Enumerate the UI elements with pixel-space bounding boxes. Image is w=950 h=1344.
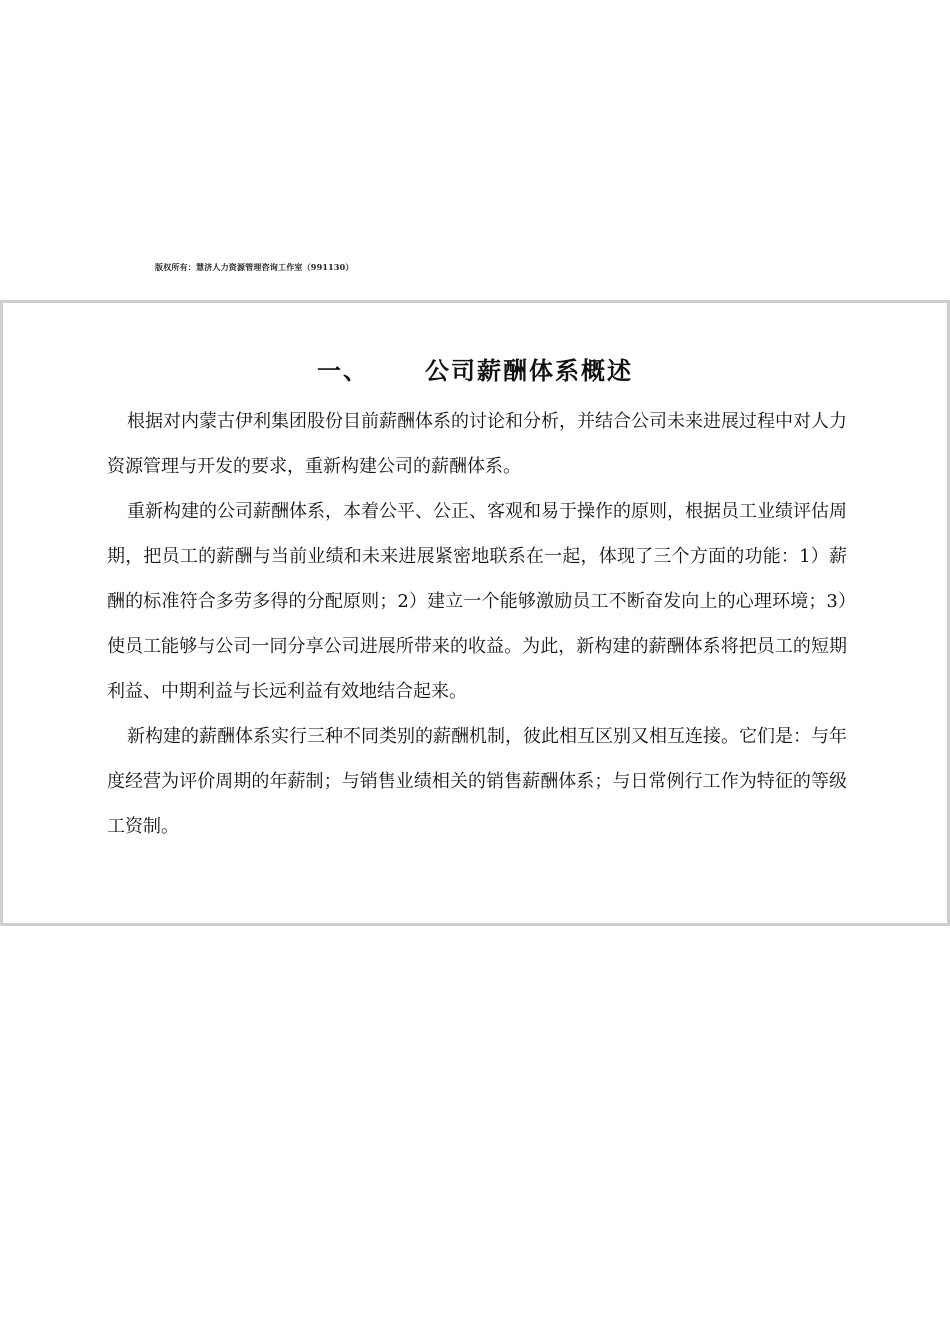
- paragraph-2: 重新构建的公司薪酬体系，本着公平、公正、客观和易于操作的原则，根据员工业绩评估周期，把员工的薪酬与当前业绩和未来进展紧密地联系在一起，体现了三个方面的功能：1）薪酬的标准符合多劳多得的分配原则；2）建立一个能够激励员工不断奋发向上的心理环境；3）使员工能够与公司一同分享公司进展所带来的收益。为此，新构建的薪酬体系将把员工的短期利益、中期利益与长远利益有效地结合起来。: [107, 501, 847, 702]
- section-number: 一、: [317, 357, 369, 385]
- paragraph-3: 新构建的薪酬体系实行三种不同类别的薪酬机制，彼此相互区别又相互连接。它们是：与年度经营为评价周期的年薪制；与销售业绩相关的销售薪酬体系；与日常例行工作为特征的等级工资制。: [107, 726, 847, 837]
- section-title: [3, 351, 947, 386]
- copyright-note: 版权所有：慧济人力资源管理咨询工作室（991130）: [155, 262, 354, 272]
- body-text: [107, 399, 847, 849]
- section-title-text: 公司薪酬体系概述: [425, 357, 633, 385]
- content-frame: [0, 300, 950, 926]
- paragraph-1: 根据对内蒙古伊利集团股份目前薪酬体系的讨论和分析，并结合公司未来进展过程中对人力资源管理与开发的要求，重新构建公司的薪酬体系。: [107, 411, 847, 477]
